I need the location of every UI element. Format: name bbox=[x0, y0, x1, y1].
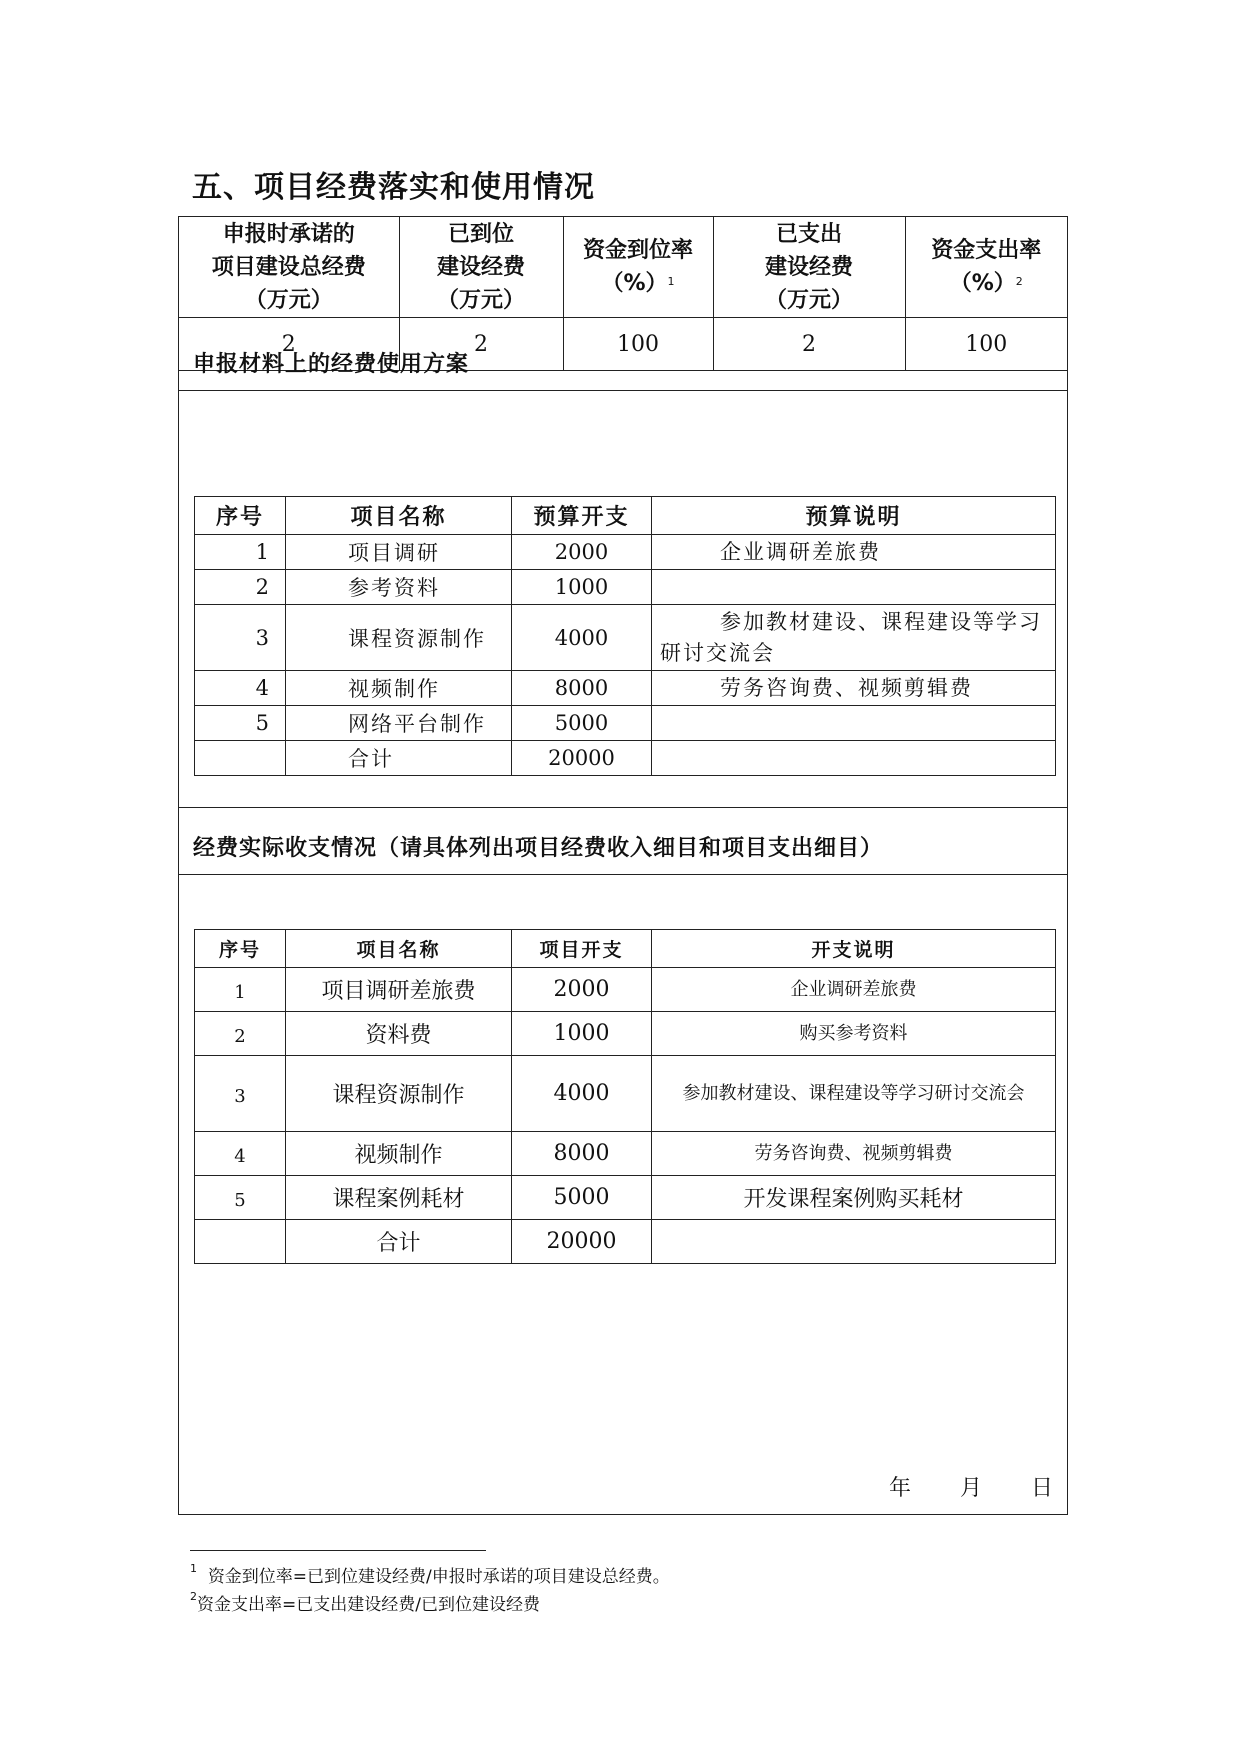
value-received-funds: 2 bbox=[399, 318, 563, 371]
row-index: 3 bbox=[195, 605, 286, 671]
row-index: 1 bbox=[195, 535, 286, 570]
date-day-label: 日 bbox=[1030, 1476, 1053, 1501]
divider bbox=[179, 390, 1067, 391]
table-row bbox=[195, 535, 1056, 570]
row-index: 3 bbox=[195, 1056, 286, 1132]
value-spending-rate: 100 bbox=[905, 318, 1067, 371]
total-row bbox=[195, 1220, 1056, 1264]
row-name: 课程资源制作 bbox=[286, 605, 512, 671]
col-index: 序号 bbox=[195, 930, 286, 968]
row-name: 课程案例耗材 bbox=[286, 1176, 512, 1220]
row-name: 网络平台制作 bbox=[286, 706, 512, 741]
row-amount: 4000 bbox=[512, 1056, 652, 1132]
table-row bbox=[195, 1176, 1056, 1220]
row-amount: 20000 bbox=[512, 741, 652, 776]
row-amount: 5000 bbox=[512, 706, 652, 741]
divider bbox=[179, 807, 1067, 808]
row-note bbox=[652, 570, 1056, 605]
row-note bbox=[652, 1220, 1056, 1264]
col-note: 预算说明 bbox=[652, 497, 1056, 535]
col-index: 序号 bbox=[195, 497, 286, 535]
header-received-funds: 已到位 建设经费 （万元） bbox=[399, 217, 563, 318]
row-name: 视频制作 bbox=[286, 1132, 512, 1176]
row-name: 参考资料 bbox=[286, 570, 512, 605]
row-note: 购买参考资料 bbox=[652, 1012, 1056, 1056]
table-header-row bbox=[195, 930, 1056, 968]
table-row bbox=[195, 605, 1056, 671]
budget-plan-table bbox=[194, 496, 1056, 776]
footnote-1: $^1$ 资金到位率=已到位建设经费/申报时承诺的项目建设总经费。 bbox=[190, 1562, 670, 1587]
footnote-ref-1: 1 bbox=[667, 275, 675, 288]
header-arrival-rate: 资金到位率 （%）$^1$ bbox=[563, 217, 713, 318]
col-note: 开支说明 bbox=[652, 930, 1056, 968]
row-note: 参加教材建设、课程建设等学习研讨交流会 bbox=[652, 605, 1056, 671]
row-index: 2 bbox=[195, 570, 286, 605]
row-note bbox=[652, 706, 1056, 741]
page-title: 五、项目经费落实和使用情况 bbox=[192, 170, 595, 205]
row-name: 资料费 bbox=[286, 1012, 512, 1056]
table-row bbox=[195, 1012, 1056, 1056]
col-name: 项目名称 bbox=[286, 497, 512, 535]
value-spent-funds: 2 bbox=[713, 318, 905, 371]
row-index: 5 bbox=[195, 1176, 286, 1220]
header-committed-total: 申报时承诺的 项目建设总经费 （万元） bbox=[179, 217, 399, 318]
divider bbox=[179, 874, 1067, 875]
row-index: 1 bbox=[195, 968, 286, 1012]
row-name: 项目调研差旅费 bbox=[286, 968, 512, 1012]
col-name: 项目名称 bbox=[286, 930, 512, 968]
row-amount: 8000 bbox=[512, 671, 652, 706]
row-name: 项目调研 bbox=[286, 535, 512, 570]
row-note bbox=[652, 741, 1056, 776]
actual-section-label: 经费实际收支情况（请具体列出项目经费收入细目和项目支出细目） bbox=[193, 836, 884, 861]
row-amount: 2000 bbox=[512, 535, 652, 570]
value-arrival-rate: 100 bbox=[563, 318, 713, 371]
row-index: 4 bbox=[195, 671, 286, 706]
actual-spending-table bbox=[194, 929, 1056, 1264]
budget-section-label: 申报材料上的经费使用方案 bbox=[193, 352, 470, 377]
row-note: 开发课程案例购买耗材 bbox=[652, 1176, 1056, 1220]
row-name: 课程资源制作 bbox=[286, 1056, 512, 1132]
row-note: 劳务咨询费、视频剪辑费 bbox=[652, 671, 1056, 706]
row-note: 劳务咨询费、视频剪辑费 bbox=[652, 1132, 1056, 1176]
date-month-label: 月 bbox=[959, 1476, 982, 1501]
row-name: 视频制作 bbox=[286, 671, 512, 706]
funding-form bbox=[178, 216, 1068, 1515]
table-row bbox=[195, 1132, 1056, 1176]
row-note: 企业调研差旅费 bbox=[652, 535, 1056, 570]
row-note: 企业调研差旅费 bbox=[652, 968, 1056, 1012]
table-row bbox=[195, 706, 1056, 741]
header-spending-rate: 资金支出率 （%）$^2$ bbox=[905, 217, 1067, 318]
row-amount: 1000 bbox=[512, 570, 652, 605]
row-index: 4 bbox=[195, 1132, 286, 1176]
row-note: 参加教材建设、课程建设等学习研讨交流会 bbox=[652, 1056, 1056, 1132]
footnote-rule bbox=[190, 1550, 486, 1551]
table-row bbox=[195, 671, 1056, 706]
value-committed-total: 2 bbox=[179, 318, 399, 371]
row-index bbox=[195, 1220, 286, 1264]
row-amount: 5000 bbox=[512, 1176, 652, 1220]
date-line bbox=[847, 1471, 1053, 1502]
row-index: 2 bbox=[195, 1012, 286, 1056]
header-spent-funds: 已支出 建设经费 （万元） bbox=[713, 217, 905, 318]
row-index bbox=[195, 741, 286, 776]
table-row bbox=[195, 1056, 1056, 1132]
summary-header-row bbox=[179, 217, 1067, 318]
date-year-label: 年 bbox=[888, 1476, 911, 1501]
col-amount: 项目开支 bbox=[512, 930, 652, 968]
footnote-2: $^2$资金支出率=已支出建设经费/已到位建设经费 bbox=[190, 1590, 540, 1615]
row-amount: 1000 bbox=[512, 1012, 652, 1056]
row-index: 5 bbox=[195, 706, 286, 741]
row-amount: 8000 bbox=[512, 1132, 652, 1176]
col-amount: 预算开支 bbox=[512, 497, 652, 535]
table-row bbox=[195, 570, 1056, 605]
row-name: 合计 bbox=[286, 1220, 512, 1264]
table-row bbox=[195, 968, 1056, 1012]
row-amount: 4000 bbox=[512, 605, 652, 671]
total-row bbox=[195, 741, 1056, 776]
footnote-ref-2: 2 bbox=[1015, 275, 1023, 288]
row-amount: 2000 bbox=[512, 968, 652, 1012]
row-amount: 20000 bbox=[512, 1220, 652, 1264]
row-name: 合计 bbox=[286, 741, 512, 776]
table-header-row bbox=[195, 497, 1056, 535]
